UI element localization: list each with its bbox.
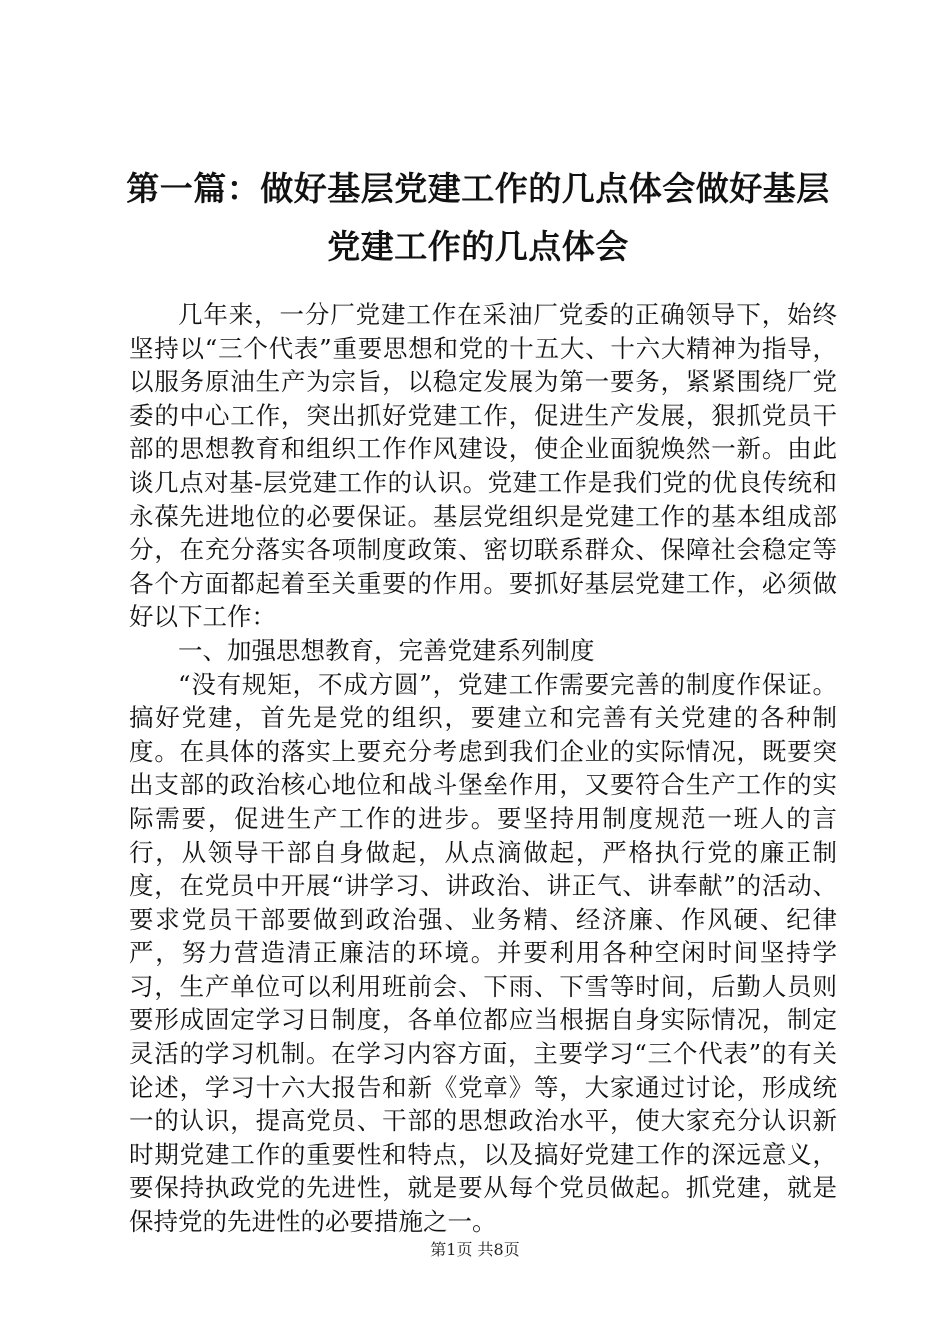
paragraph-section-1: “没有规矩，不成方圆”，党建工作需要完善的制度作保证。搞好党建，首先是党的组织，要建立和完善有关党建的各种制度。在具体的落实上要充分考虑到我们企业的实际情况，既要突出支部的政治核心地位和战斗堡垒作用，又要符合生产工作的实际需要，促进生产工作的进步。要坚持用制度规范一班人的言行，从领导干部自身做起，从点滴做起，严格执行党的廉正制度，在党员中开展“讲学习、讲政治、讲正气、讲奉献”的活动、要求党员干部要做到政治强、业务精、经济廉、作风硬、纪律严，努力营造清正廉洁的环境。并要利用各种空闲时间坚持学习，生产单位可以利用班前会、下雨、下雪等时间，后勤人员则要形成固定学习日制度，各单位都应当根据自身实际情况，制定灵活的学习机制。在学习内容方面，主要学习“三个代表”的有关论述，学习十六大报告和新《党章》等，大家通过讨论，形成统一的认识，提高党员、干部的思想政治水平，使大家充分认识新时期党建工作的重要性和特点，以及搞好党建工作的深远意义，要保持执政党的先进性，就是要从每个党员做起。抓党建，就是保持党的先进性的必要措施之一。 [129,669,837,1237]
page-footer: 第1页 共8页 [430,1240,520,1259]
document-title: 第一篇：做好基层党建工作的几点体会做好基层党建工作的几点体会 [126,169,830,266]
document-body [129,298,837,1239]
section-heading: 一、加强思想教育，完善党建系列制度 [178,635,595,665]
paragraph-intro: 几年来，一分厂党建工作在采油厂党委的正确领导下，始终坚持以“三个代表”重要思想和党的十五大、十六大精神为指导，以服务原油生产为宗旨，以稳定发展为第一要务，紧紧围绕厂党委的中心工作，突出抓好党建工作，促进生产发展，狠抓党员干部的思想教育和组织工作作风建设，使企业面貌焕然一新。由此谈几点对基-层党建工作的认识。党建工作是我们党的优良传统和永葆先进地位的必要保证。基层党组织是党建工作的基本组成部分，在充分落实各项制度政策、密切联系群众、保障社会稳定等各个方面都起着至关重要的作用。要抓好基层党建工作，必须做好以下工作： [129,300,837,632]
